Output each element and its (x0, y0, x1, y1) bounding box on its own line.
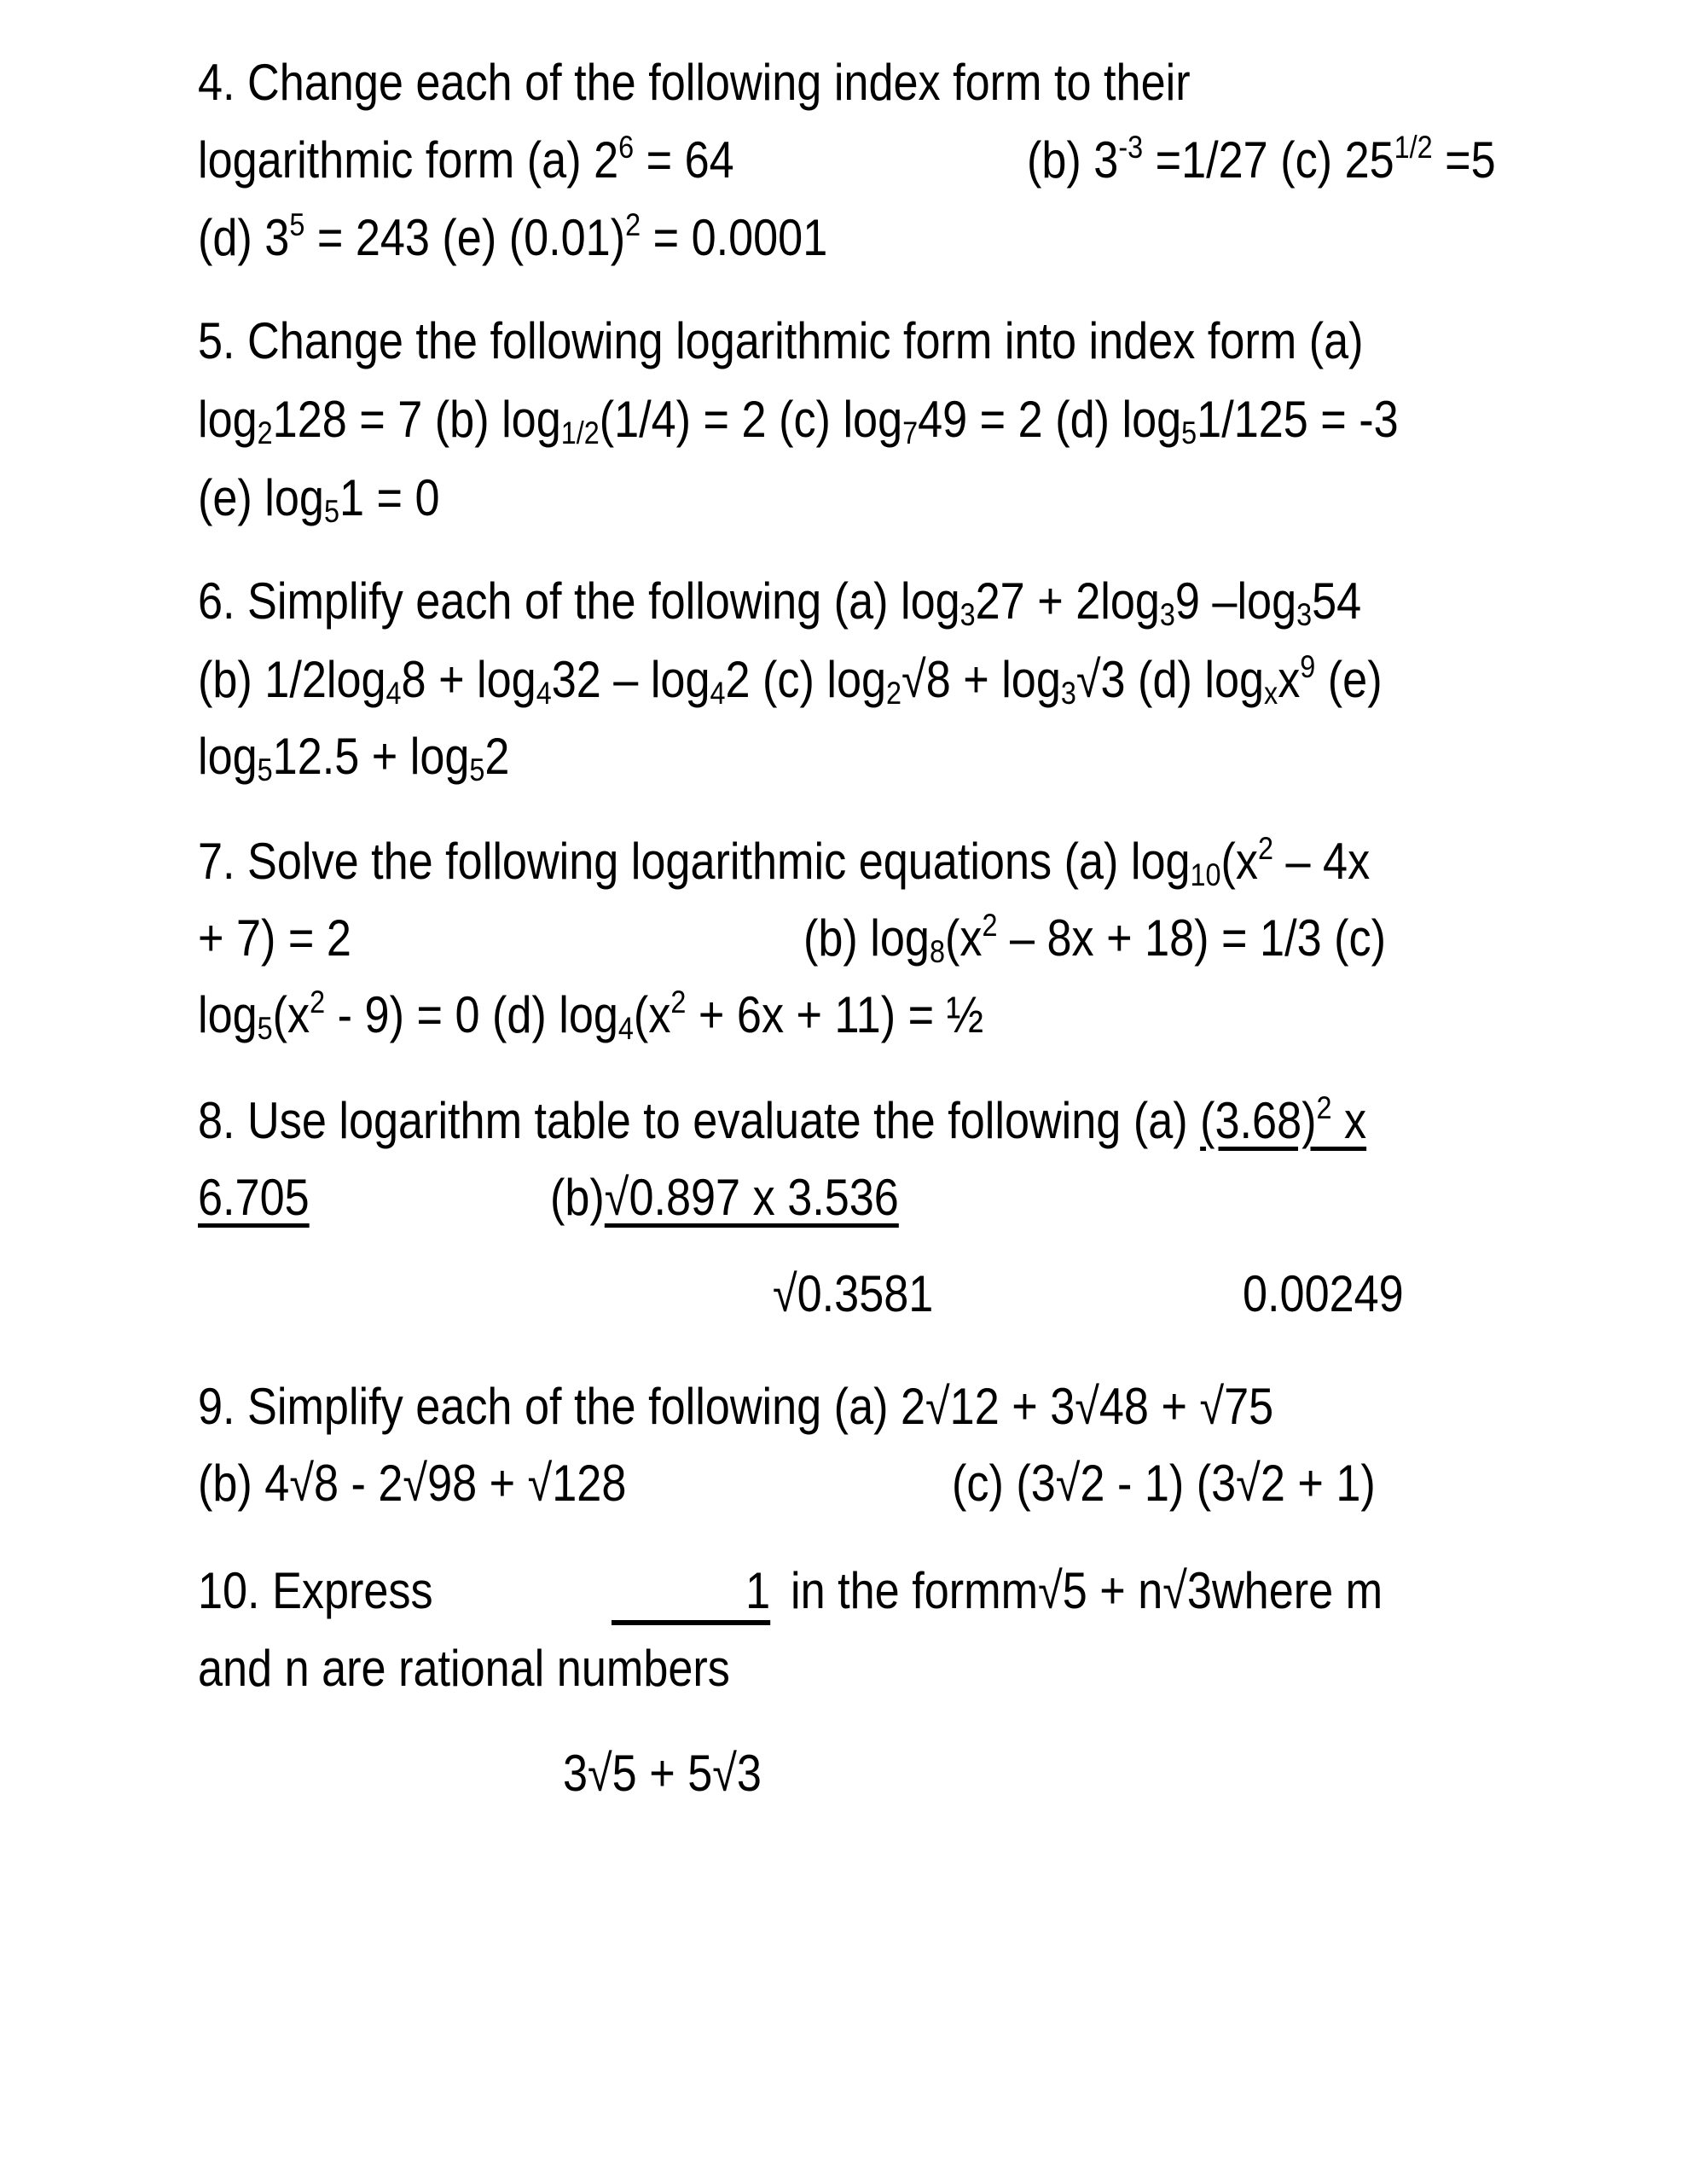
q6-text: (e) (1315, 651, 1383, 708)
q9-line-1 (198, 1378, 1274, 1441)
exponent: 9 (1300, 648, 1316, 684)
q7-line-3 (198, 983, 984, 1049)
log-base: 5 (1181, 415, 1197, 451)
log-base: x (1264, 675, 1278, 712)
q8b-denominator (1243, 1265, 1404, 1328)
exponent: 6 (618, 128, 635, 165)
exponent: 1/2 (1394, 128, 1433, 165)
q5-text: (e) log (198, 469, 324, 526)
q7-text: + 7) = 2 (198, 909, 351, 967)
q5-text: 128 = 7 (b) log (272, 391, 561, 448)
q10-fraction-numerator (612, 1562, 771, 1625)
log-base: 5 (323, 493, 339, 530)
q10-text: 10. Express (198, 1562, 433, 1619)
q8a-numerator-cont: 6.705 (198, 1169, 310, 1226)
q10-line-1b (791, 1562, 1383, 1625)
q6-text: 27 + 2log (975, 572, 1160, 630)
q9-text: 9. Simplify each of the following (a) 2√12 + 3√48 + √75 (198, 1378, 1274, 1435)
q9-text: (b) 4√8 - 2√98 + √128 (198, 1455, 627, 1512)
q4-text: (b) 3 (1027, 131, 1119, 189)
q8b-numerator: √0.897 x 3.536 (604, 1169, 899, 1226)
log-base: 3 (1060, 675, 1076, 712)
q5-text: (1/4) = 2 (c) log (599, 391, 903, 448)
q8-numerator-text: x (1331, 1092, 1367, 1149)
log-base: 4 (617, 1010, 634, 1047)
log-base: 2 (257, 415, 273, 451)
q6-text: log (198, 728, 258, 785)
q7-text: (b) log (803, 909, 930, 967)
exponent: 2 (1316, 1089, 1332, 1125)
q8-text: (b) (550, 1169, 605, 1226)
q5-text: 1 = 0 (339, 469, 440, 526)
exponent: 2 (310, 983, 326, 1019)
q6-line-2 (198, 648, 1383, 714)
q7-line-2b (803, 906, 1386, 973)
log-base: 3 (1159, 596, 1175, 633)
q8-line-2b (550, 1169, 899, 1232)
q6-text: 8 + log (401, 651, 536, 708)
q7-text: (x (272, 986, 310, 1043)
q4-line-3 (198, 206, 828, 272)
q7-line-2a (198, 909, 351, 973)
q4-text: (d) 3 (198, 209, 290, 266)
q6-text: 9 –log (1174, 572, 1297, 630)
q4-line-2b (1027, 128, 1496, 195)
q8-line-1 (198, 1089, 1367, 1155)
q4-text: = 243 (e) (0.01) (304, 209, 626, 266)
q10-line-1a (198, 1562, 433, 1625)
q7-text: (x (633, 986, 671, 1043)
log-base: 8 (929, 933, 945, 970)
q4-line-2a (198, 128, 734, 195)
log-base: 10 (1190, 857, 1221, 893)
q7-text: (x (1220, 833, 1259, 890)
q8a-denominator (773, 1265, 934, 1328)
q9-line-2b (952, 1455, 1376, 1518)
q7-text: – 8x + 18) = 1/3 (c) (997, 909, 1386, 967)
log-base: 4 (386, 675, 402, 712)
q4-text: =5 (1432, 131, 1496, 189)
q6-line-3 (198, 728, 510, 791)
q10-text: in the formm√5 + n√3where m (791, 1562, 1383, 1619)
q6-text: 12.5 + log (272, 728, 470, 785)
q7-text: 7. Solve the following logarithmic equations (a) log (198, 833, 1191, 890)
q7-text: – 4x (1273, 833, 1371, 890)
q4-text: = 64 (634, 131, 734, 189)
log-base: 3 (1296, 596, 1313, 633)
q7-text: log (198, 986, 258, 1043)
q6-text: 2 (484, 728, 510, 785)
q8-line-2a (198, 1169, 310, 1232)
log-base: 4 (536, 675, 552, 712)
q8-text: √0.3581 (773, 1265, 934, 1322)
q6-text: 54 (1312, 572, 1362, 630)
exponent: 2 (670, 983, 687, 1019)
exponent: 5 (289, 206, 305, 242)
q8-text: 8. Use logarithm table to evaluate the following (a) (198, 1092, 1201, 1149)
q8a-numerator (1200, 1089, 1367, 1149)
log-base: 2 (886, 675, 902, 712)
q6-text: (b) 1/2log (198, 651, 386, 708)
q8-text: 0.00249 (1243, 1265, 1404, 1322)
exponent: -3 (1118, 128, 1144, 165)
q10-numerator: 1 (612, 1565, 770, 1625)
q5-text: 1/125 = -3 (1197, 391, 1399, 448)
q10-line-2 (198, 1640, 730, 1703)
log-base: 1/2 (560, 415, 600, 451)
q4-text: = 0.0001 (641, 209, 828, 266)
q6-line-1 (198, 572, 1362, 636)
q5-text: 49 = 2 (d) log (918, 391, 1182, 448)
q4-text: logarithmic form (a) 2 (198, 131, 619, 189)
q4-text: 4. Change each of the following index form to their (198, 54, 1191, 111)
q5-line-2 (198, 391, 1399, 454)
q6-text: 32 – log (551, 651, 710, 708)
q7-text: (x (944, 909, 983, 967)
q6-text: 6. Simplify each of the following (a) log (198, 572, 960, 630)
log-base: 5 (257, 1010, 273, 1047)
log-base: 4 (710, 675, 726, 712)
q10-denominator (563, 1745, 762, 1808)
q5-line-3 (198, 469, 440, 532)
q10-text: and n are rational numbers (198, 1640, 730, 1697)
q7-line-1 (198, 829, 1371, 896)
q7-text: - 9) = 0 (d) log (325, 986, 618, 1043)
q6-text: x (1278, 651, 1301, 708)
q5-text: 5. Change the following logarithmic form into index form (a) (198, 312, 1364, 369)
q9-line-2a (198, 1455, 627, 1518)
q10-text: 3√5 + 5√3 (563, 1745, 762, 1802)
q8-numerator-text: (3.68) (1200, 1092, 1317, 1149)
q6-text: √3 (d) log (1075, 651, 1265, 708)
q4-text: =1/27 (c) 25 (1143, 131, 1394, 189)
log-base: 5 (257, 752, 273, 788)
log-base: 5 (469, 752, 485, 788)
q6-text: 2 (c) log (725, 651, 887, 708)
q6-text: √8 + log (901, 651, 1061, 708)
log-base: 7 (902, 415, 919, 451)
q9-text: (c) (3√2 - 1) (3√2 + 1) (952, 1455, 1376, 1512)
log-base: 3 (959, 596, 976, 633)
q4-line-1 (198, 54, 1191, 117)
exponent: 2 (625, 206, 641, 242)
q5-text: log (198, 391, 258, 448)
q7-text: + 6x + 11) = ½ (686, 986, 984, 1043)
exponent: 2 (982, 906, 998, 943)
q5-line-1 (198, 312, 1364, 375)
exponent: 2 (1258, 829, 1274, 866)
